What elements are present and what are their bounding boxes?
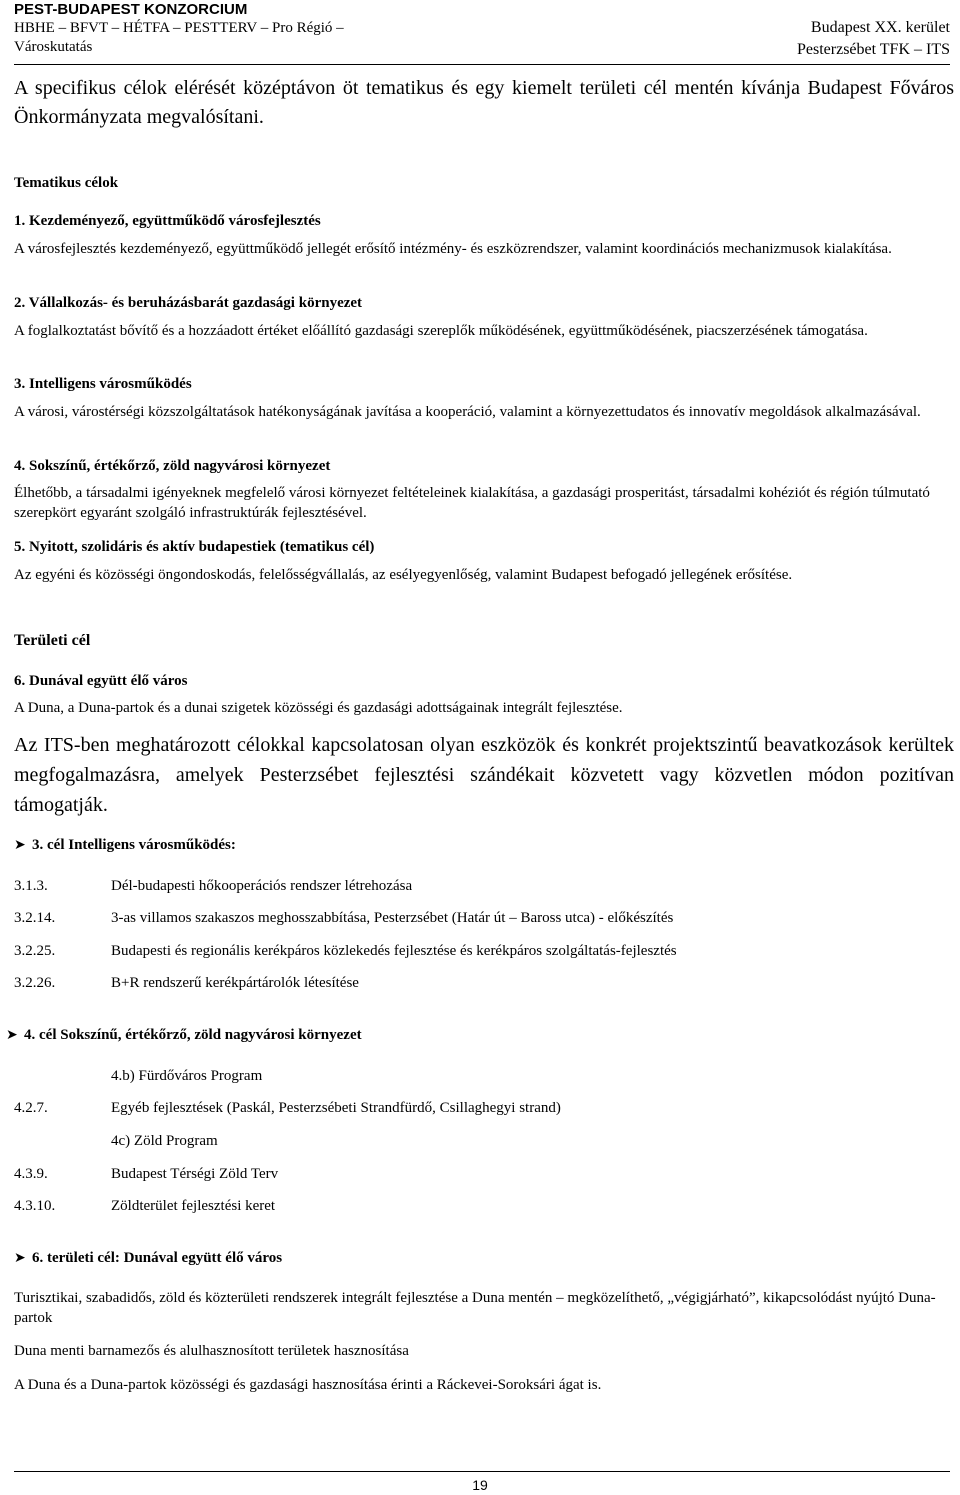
item-text: B+R rendszerű kerékpártárolók létesítése bbox=[111, 975, 359, 991]
goal-4-title: 4. Sokszínű, értékőrző, zöld nagyvárosi környezet bbox=[14, 458, 331, 474]
consortium-name: PEST-BUDAPEST KONZORCIUM bbox=[14, 1, 248, 18]
goal-2-desc: A foglalkoztatást bővítő és a hozzáadott értéket előállító gazdasági szereplők működésének, együttműködésének, piacszerzésének támogatása. bbox=[14, 323, 868, 339]
item-code: 4.2.7. bbox=[14, 1100, 48, 1116]
header-right bbox=[797, 17, 950, 61]
goal-1-title: 1. Kezdeményező, együttműködő városfejlesztés bbox=[14, 213, 321, 229]
item-text: 4c) Zöld Program bbox=[111, 1133, 218, 1149]
goal-4-desc: Élhetőbb, a társadalmi igényeknek megfelelő városi környezet feltételeinek kialakítása, a gazdasági prosperitást, társadalmi kohéziót és régión túlmutató szerepkört egyaránt szolgáló infrastruktúrák fejlesztésével. bbox=[14, 485, 930, 521]
footer-divider bbox=[14, 1471, 950, 1472]
item-code: 3.1.3. bbox=[14, 878, 48, 894]
consortium-partners: HBHE – BFVT – HÉTFA – PESTTERV – Pro Régió – bbox=[14, 20, 344, 36]
item-text: Dél-budapesti hőkooperációs rendszer létrehozása bbox=[111, 878, 413, 894]
goal6-heading-text: 6. területi cél: Dunával együtt élő város bbox=[32, 1250, 283, 1266]
goal-5-desc: Az egyéni és közösségi öngondoskodás, felelősségvállalás, az esélyegyenlőség, valamint Budapest befogadó jellegének erősítése. bbox=[14, 567, 793, 583]
goal3-heading-text: 3. cél Intelligens városműködés: bbox=[32, 837, 236, 853]
document-id: Pesterzsébet TFK – ITS bbox=[796, 41, 950, 58]
arrowhead-icon: ➤ bbox=[14, 837, 26, 853]
item-text: Budapesti és regionális kerékpáros közlekedés fejlesztése és kerékpáros szolgáltatás-fejlesztés bbox=[111, 943, 677, 959]
goal-1-desc: A városfejlesztés kezdeményező, együttműködő jellegét erősítő intézmény- és eszközrendszer, valamint koordinációs mechanizmusok kialakítása. bbox=[14, 241, 892, 257]
item-code: 3.2.14. bbox=[14, 910, 56, 926]
goal4-heading bbox=[6, 1027, 362, 1044]
item-text: Budapest Térségi Zöld Terv bbox=[111, 1166, 279, 1182]
goal-3-title: 3. Intelligens városműködés bbox=[14, 376, 192, 392]
intro-paragraph: A specifikus célok elérését középtávon öt tematikus és egy kiemelt területi cél mentén kívánja Budapest Főváros Önkormányzata megvalósítani. bbox=[14, 77, 954, 128]
header-left bbox=[14, 0, 344, 57]
goal6-paragraph-3: A Duna és a Duna-partok közösségi és gazdasági hasznosítása érinti a Ráckevei-Soroksári ágat is. bbox=[14, 1377, 602, 1393]
goal-6-title: 6. Dunával együtt élő város bbox=[14, 673, 188, 689]
page-header bbox=[14, 0, 950, 65]
goal6-paragraph-1: Turisztikai, szabadidős, zöld és közterületi rendszerek integrált fejlesztése a Duna mentén – megközelíthető, „végigjárható”, kikapcsolódást nyújtó Duna-partok bbox=[14, 1290, 936, 1326]
item-text: 4.b) Fürdőváros Program bbox=[111, 1068, 263, 1084]
item-code: 4.3.9. bbox=[14, 1166, 48, 1182]
item-code: 4.3.10. bbox=[14, 1198, 56, 1214]
item-code: 3.2.26. bbox=[14, 975, 56, 991]
goal-6-desc: A Duna, a Duna-partok és a dunai szigetek közösségi és gazdasági adottságainak integrált fejlesztése. bbox=[14, 700, 623, 716]
item-text: Zöldterület fejlesztési keret bbox=[111, 1198, 276, 1214]
item-text: 3-as villamos szakaszos meghosszabbítása, Pesterzsébet (Határ út – Baross utca) - előkészítés bbox=[111, 910, 674, 926]
territorial-heading: Területi cél bbox=[14, 632, 91, 649]
page-number: 19 bbox=[472, 1477, 488, 1493]
goal-2-title: 2. Vállalkozás- és beruházásbarát gazdasági környezet bbox=[14, 295, 363, 311]
consortium-partners-cont: Városkutatás bbox=[14, 39, 93, 55]
goal-3-desc: A városi, várostérségi közszolgáltatások hatékonyságának javítása a kooperáció, valamint a környezettudatos és innovatív megoldások alkalmazásával. bbox=[14, 404, 921, 420]
goal6-heading bbox=[14, 1250, 282, 1267]
summary-paragraph: Az ITS-ben meghatározott célokkal kapcsolatosan olyan eszközök és konkrét projektszintű beavatkozások kerültek megfogalmazásra, amelyek Pesterzsébet fejlesztési szándékait közvetett vagy közvetlen módon pozitívan támogatják. bbox=[14, 734, 954, 816]
goal4-heading-text: 4. cél Sokszínű, értékőrző, zöld nagyvárosi környezet bbox=[24, 1027, 362, 1043]
arrowhead-icon: ➤ bbox=[14, 1250, 26, 1266]
item-code: 3.2.25. bbox=[14, 943, 56, 959]
thematic-heading: Tematikus célok bbox=[14, 175, 119, 191]
goal6-paragraph-2: Duna menti barnamezős és alulhasznosított területek hasznosítása bbox=[14, 1343, 409, 1359]
goal-5-title: 5. Nyitott, szolidáris és aktív budapestiek (tematikus cél) bbox=[14, 539, 375, 555]
district-name: Budapest XX. kerület bbox=[810, 19, 950, 36]
goal3-heading bbox=[14, 837, 236, 854]
item-text: Egyéb fejlesztések (Paskál, Pesterzsébeti Strandfürdő, Csillaghegyi strand) bbox=[111, 1100, 561, 1116]
arrowhead-icon: ➤ bbox=[6, 1027, 18, 1043]
